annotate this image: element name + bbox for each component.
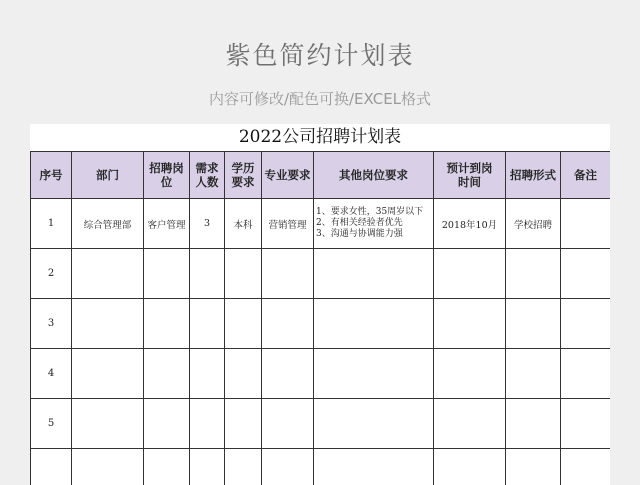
- header-no[interactable]: [31, 152, 72, 199]
- header-text: 招聘岗: [149, 161, 184, 175]
- header-text: 备注: [574, 168, 597, 182]
- header-text: 其他岗位要求: [339, 168, 408, 182]
- cell-other[interactable]: [314, 449, 434, 485]
- table-row: [31, 349, 611, 399]
- cell-count[interactable]: [190, 299, 225, 349]
- cell-major[interactable]: [262, 399, 314, 449]
- cell-education[interactable]: [225, 399, 262, 449]
- cell-dept[interactable]: [72, 449, 144, 485]
- cell-arrival[interactable]: [434, 249, 506, 299]
- header-text: 人数: [195, 175, 219, 189]
- cell-major[interactable]: [262, 449, 314, 485]
- cell-position[interactable]: [144, 449, 190, 485]
- cell-arrival[interactable]: [434, 449, 506, 485]
- cell-count[interactable]: 3: [190, 199, 225, 249]
- table-header-row: [31, 152, 611, 199]
- cell-dept[interactable]: [72, 299, 144, 349]
- header-education[interactable]: [225, 152, 262, 199]
- cell-no[interactable]: 5: [31, 399, 72, 449]
- table-row: [31, 399, 611, 449]
- cell-other[interactable]: [314, 399, 434, 449]
- table-row: [31, 449, 611, 485]
- header-text: 预计到岗: [446, 161, 493, 175]
- table-row: [31, 199, 611, 249]
- header-note[interactable]: [561, 152, 611, 199]
- cell-note[interactable]: [561, 199, 611, 249]
- page-title: 紫色简约计划表: [225, 41, 415, 70]
- cell-arrival[interactable]: [434, 299, 506, 349]
- cell-education[interactable]: [225, 449, 262, 485]
- cell-education[interactable]: [225, 349, 262, 399]
- requirement-line: 1、要求女性，35周岁以下: [316, 207, 424, 217]
- header-position[interactable]: [144, 152, 190, 199]
- cell-dept[interactable]: [72, 349, 144, 399]
- sheet-title: 2022公司招聘计划表: [238, 127, 402, 147]
- cell-method[interactable]: [506, 349, 561, 399]
- cell-dept[interactable]: [72, 399, 144, 449]
- cell-count[interactable]: [190, 449, 225, 485]
- header-text: 要求: [231, 175, 255, 189]
- cell-education[interactable]: [225, 249, 262, 299]
- cell-position[interactable]: [144, 349, 190, 399]
- cell-other[interactable]: [314, 349, 434, 399]
- header-major[interactable]: [262, 152, 314, 199]
- header-arrival[interactable]: [434, 152, 506, 199]
- recruitment-table: [30, 151, 610, 485]
- cell-education[interactable]: [225, 299, 262, 349]
- cell-other[interactable]: [314, 299, 434, 349]
- cell-position[interactable]: [144, 299, 190, 349]
- cell-major[interactable]: [262, 349, 314, 399]
- cell-arrival[interactable]: [434, 399, 506, 449]
- cell-arrival[interactable]: 2018年10月: [434, 199, 506, 249]
- cell-education[interactable]: 本科: [225, 199, 262, 249]
- cell-major[interactable]: 营销管理: [262, 199, 314, 249]
- cell-major[interactable]: [262, 299, 314, 349]
- cell-note[interactable]: [561, 299, 611, 349]
- cell-note[interactable]: [561, 249, 611, 299]
- cell-note[interactable]: [561, 449, 611, 485]
- cell-note[interactable]: [561, 349, 611, 399]
- cell-position[interactable]: [144, 249, 190, 299]
- cell-no[interactable]: 2: [31, 249, 72, 299]
- cell-major[interactable]: [262, 249, 314, 299]
- table-row: [31, 299, 611, 349]
- header-count[interactable]: [190, 152, 225, 199]
- header-text: 学历: [231, 161, 255, 175]
- header-text: 序号: [39, 168, 63, 182]
- cell-other[interactable]: [314, 249, 434, 299]
- header-method[interactable]: [506, 152, 561, 199]
- cell-position[interactable]: 客户管理: [144, 199, 190, 249]
- cell-no[interactable]: [31, 449, 72, 485]
- requirement-line: 2、有相关经验者优先: [316, 218, 403, 228]
- cell-count[interactable]: [190, 349, 225, 399]
- header-text: 位: [160, 175, 173, 189]
- header-text: 部门: [96, 168, 119, 182]
- header-text: 时间: [458, 175, 481, 189]
- cell-no[interactable]: 4: [31, 349, 72, 399]
- cell-arrival[interactable]: [434, 349, 506, 399]
- header-other[interactable]: [314, 152, 434, 199]
- cell-method[interactable]: [506, 399, 561, 449]
- requirement-line: 3、沟通与协调能力强: [316, 229, 403, 239]
- cell-method[interactable]: 学校招聘: [506, 199, 561, 249]
- cell-no[interactable]: 1: [31, 199, 72, 249]
- cell-method[interactable]: [506, 449, 561, 485]
- cell-dept[interactable]: 综合管理部: [72, 199, 144, 249]
- cell-other[interactable]: [314, 199, 434, 249]
- cell-method[interactable]: [506, 299, 561, 349]
- cell-note[interactable]: [561, 399, 611, 449]
- cell-count[interactable]: [190, 249, 225, 299]
- cell-count[interactable]: [190, 399, 225, 449]
- cell-no[interactable]: 3: [31, 299, 72, 349]
- header-dept[interactable]: [72, 152, 144, 199]
- header-text: 专业要求: [264, 168, 311, 182]
- table-row: [31, 249, 611, 299]
- spreadsheet-sheet: [30, 124, 610, 485]
- header-text: 需求: [195, 161, 219, 175]
- header-text: 招聘形式: [510, 168, 556, 182]
- cell-method[interactable]: [506, 249, 561, 299]
- cell-position[interactable]: [144, 399, 190, 449]
- page-subtitle: 内容可修改/配色可换/EXCEL格式: [208, 90, 432, 108]
- cell-dept[interactable]: [72, 249, 144, 299]
